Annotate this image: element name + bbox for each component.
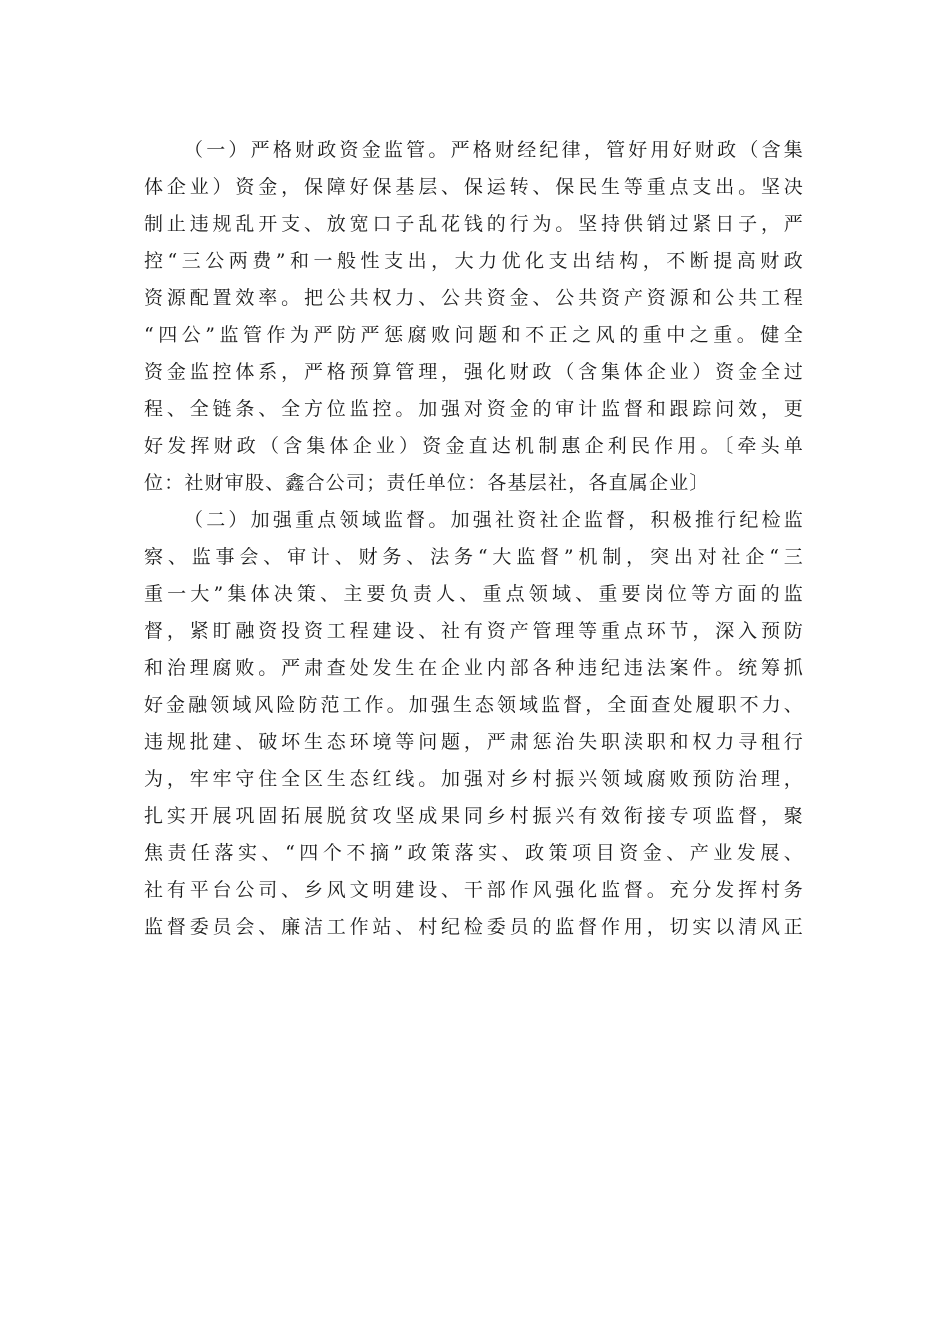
text-line: （一）严格财政资金监管。严格财经纪律，管好用好财政（含集	[184, 139, 804, 161]
text-line: 监督委员会、廉洁工作站、村纪检委员的监督作用，切实以清风正	[144, 916, 804, 938]
text-line: 程、全链条、全方位监控。加强对资金的审计监督和跟踪问效，更	[144, 398, 804, 420]
text-line: “四公”监管作为严防严惩腐败问题和不正之风的重中之重。健全	[144, 324, 804, 346]
text-line: 和治理腐败。严肃查处发生在企业内部各种违纪违法案件。统筹抓	[144, 657, 804, 679]
text-line: 制止违规乱开支、放宽口子乱花钱的行为。坚持供销过紧日子，严	[144, 213, 804, 235]
text-line: 控“三公两费”和一般性支出，大力优化支出结构，不断提高财政	[144, 250, 804, 272]
paragraph-key-area-supervision	[144, 502, 804, 946]
text-line: 位：社财审股、鑫合公司；责任单位：各基层社，各直属企业〕	[144, 472, 710, 494]
text-line: 违规批建、破坏生态环境等问题，严肃惩治失职渎职和权力寻租行	[144, 731, 804, 753]
document-body	[144, 132, 804, 946]
text-line: 察、监事会、审计、财务、法务“大监督”机制，突出对社企“三	[144, 546, 804, 568]
text-line: 为，牢牢守住全区生态红线。加强对乡村振兴领域腐败预防治理，	[144, 768, 804, 790]
paragraph-financial-supervision	[144, 132, 804, 502]
text-line: 好发挥财政（含集体企业）资金直达机制惠企利民作用。〔牵头单	[144, 435, 804, 457]
text-line: 资金监控体系，严格预算管理，强化财政（含集体企业）资金全过	[144, 361, 804, 383]
text-line: 焦责任落实、“四个不摘”政策落实、政策项目资金、产业发展、	[144, 842, 804, 864]
text-line: （二）加强重点领域监督。加强社资社企监督，积极推行纪检监	[184, 509, 804, 531]
text-line: 资源配置效率。把公共权力、公共资金、公共资产资源和公共工程	[144, 287, 804, 309]
text-line: 社有平台公司、乡风文明建设、干部作风强化监督。充分发挥村务	[144, 879, 804, 901]
text-line: 好金融领域风险防范工作。加强生态领域监督，全面查处履职不力、	[144, 694, 804, 716]
text-line: 体企业）资金，保障好保基层、保运转、保民生等重点支出。坚决	[144, 176, 804, 198]
text-line: 扎实开展巩固拓展脱贫攻坚成果同乡村振兴有效衔接专项监督，聚	[144, 805, 804, 827]
text-line: 重一大”集体决策、主要负责人、重点领域、重要岗位等方面的监	[144, 583, 804, 605]
text-line: 督，紧盯融资投资工程建设、社有资产管理等重点环节，深入预防	[144, 620, 804, 642]
